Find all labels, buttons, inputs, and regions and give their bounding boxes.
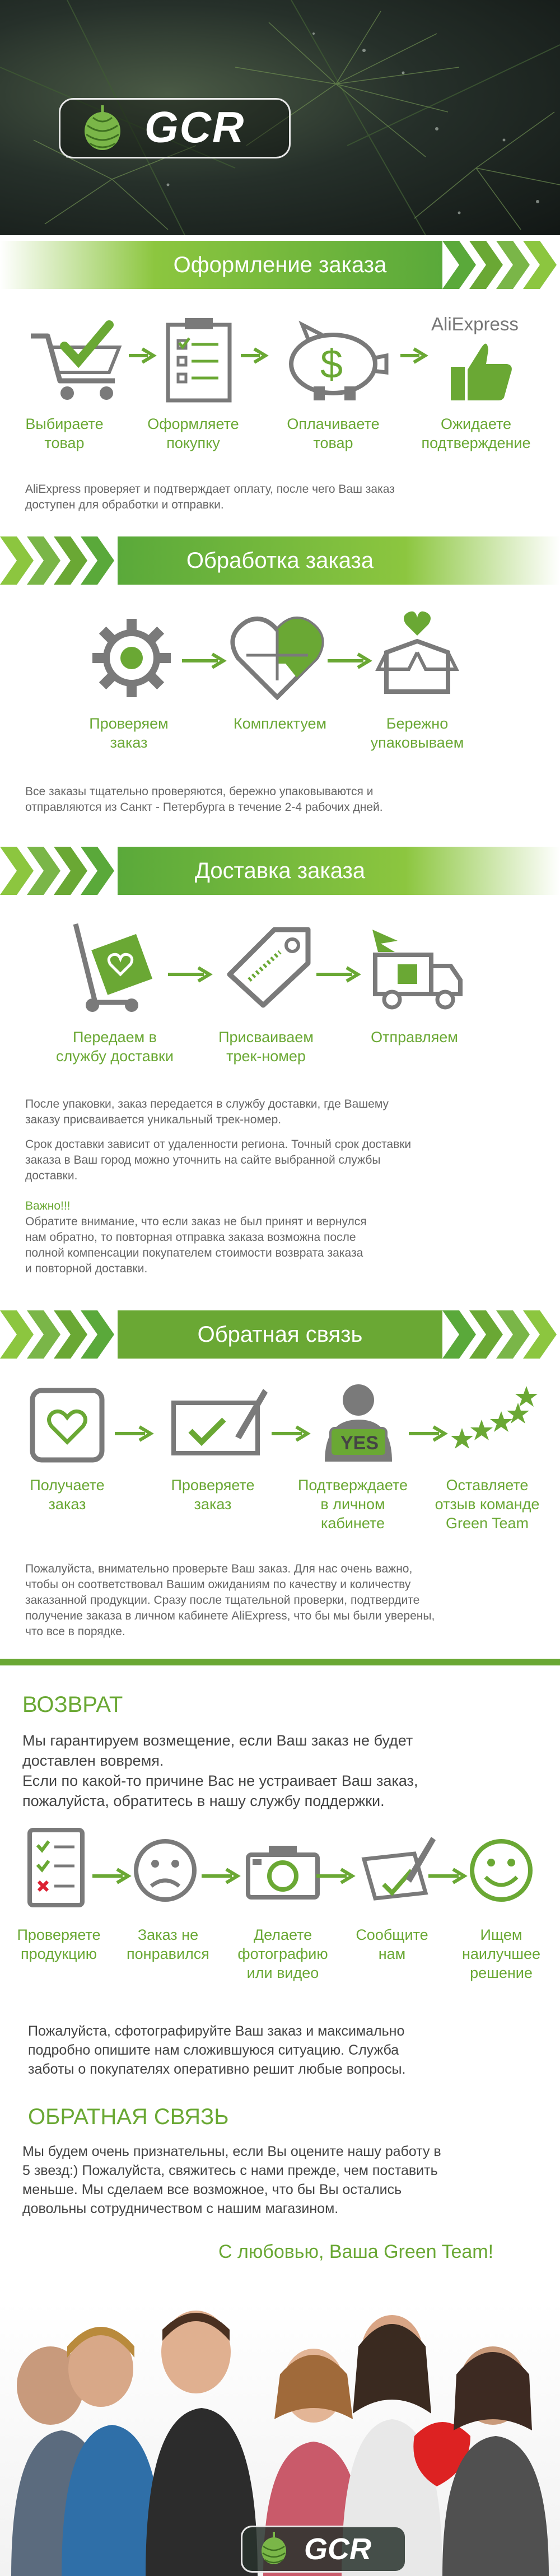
step-find-solution: Ищем наилучшее решение — [461, 1926, 541, 1981]
arrow-right-icon — [92, 1868, 132, 1884]
step-check-order: Проверяем заказ — [89, 715, 169, 751]
arrow-right-icon — [168, 966, 213, 983]
delivery-truck-icon — [364, 924, 465, 1014]
feedback-description: Мы будем очень признательны, если Вы оцените нашу работу в 5 звезд:) Пожалуйста, свяжитесь с нами прежде, чем поставить меньше. Мы сделаем все возможное, что бы Вы остались довольны сотрудничеством с нашим магазином. — [22, 2144, 441, 2216]
step-order-disliked: Заказ не понравился — [127, 1926, 209, 1962]
s2-description: Все заказы тщательно проверяются, бережно упаковываются и отправляются из Санкт - Петербурга в течение 2-4 рабочих дней. — [25, 785, 383, 814]
section-title: Доставка заказа — [194, 858, 366, 883]
signing-document-icon — [168, 1380, 269, 1464]
arrow-right-icon — [409, 1425, 448, 1442]
step-pay-product: Оплачиваете товар — [287, 416, 380, 451]
checklist-icon — [25, 1826, 87, 1910]
arrow-right-icon — [316, 1868, 356, 1884]
divider-line — [0, 1659, 560, 1665]
step-take-photo: Делаете фотографию или видео — [237, 1926, 328, 1981]
step-confirm-cabinet: Подтверждаете в личном кабинете — [297, 1477, 408, 1532]
thumbs-up-icon — [448, 339, 515, 403]
svg-text:$: $ — [320, 342, 343, 387]
puzzle-heart-icon — [230, 613, 325, 700]
signature-text: С любовью, Ваша Green Team! — [218, 2241, 494, 2262]
arrow-right-icon — [182, 652, 227, 669]
team-photo — [0, 2302, 560, 2576]
section-title: Обратная связь — [197, 1322, 363, 1347]
pinecone-icon — [256, 2531, 292, 2566]
yes-label: YES — [340, 1432, 379, 1454]
section-banner-order — [0, 241, 560, 289]
returns-description-2: Пожалуйста, сфотографируйте Ваш заказ и максимально подробно опишите нам сложившуюся ситуацию. Служба заботы о покупателях оперативно решит любые вопросы. — [28, 2023, 406, 2077]
arrow-right-icon — [129, 347, 157, 364]
s3-description-3: Обратите внимание, что если заказ не был принят и вернулся нам обратно, то повторная отправка заказа возможна после полной компенсации покупателем стоимости возврата заказа и повторной доставки. — [25, 1215, 367, 1275]
hand-truck-parcel-icon — [64, 918, 160, 1014]
writing-note-icon — [353, 1831, 437, 1904]
step-pack-carefully: Бережно упаковываем — [370, 715, 464, 751]
stars-rating-icon — [448, 1378, 543, 1456]
step-choose-product: Выбираете товар — [25, 416, 104, 451]
user-yes-icon — [314, 1380, 403, 1464]
step-check-product: Проверяете продукцию — [17, 1926, 101, 1962]
step-place-order: Оформляете покупку — [147, 416, 239, 451]
footer-logo — [241, 2526, 407, 2573]
hero-banner — [0, 0, 560, 235]
aliexpress-label: AliExpress — [431, 314, 519, 334]
shopping-cart-icon — [25, 319, 126, 403]
checklist-clipboard-icon — [162, 314, 235, 403]
step-await-confirmation: Ожидаете подтверждение — [421, 416, 531, 451]
section-title: Оформление заказа — [173, 253, 387, 277]
s1-description: AliExpress проверяет и подтверждает оплату, после чего Ваш заказ доступен для обработки и отправки. — [25, 483, 395, 511]
heart-card-icon — [28, 1386, 106, 1464]
section-banner-feedback — [0, 1310, 560, 1359]
section-banner-delivery — [0, 847, 560, 895]
step-handover-delivery: Передаем в службу доставки — [56, 1029, 174, 1065]
section-banner-processing — [0, 536, 560, 585]
arrow-right-icon — [241, 347, 269, 364]
step-ship: Отправляем — [371, 1029, 458, 1046]
logo — [59, 98, 291, 158]
gear-icon — [90, 616, 174, 700]
s4-description: Пожалуйста, внимательно проверьте Ваш заказ. Для нас очень важно, чтобы он соответствовал Вашим ожиданиям по качеству и количеству заказанной продукции. Сразу после тщательной проверки, подтвердите получение заказа в личном кабинете AliExpress, что бы мы были уверены, что все в порядке. — [25, 1562, 435, 1638]
arrow-right-icon — [400, 347, 428, 364]
step-check-received: Проверяете заказ — [171, 1477, 255, 1513]
tag-icon — [218, 924, 314, 1008]
returns-description: Мы гарантируем возмещение, если Ваш заказ не будет доставлен вовремя. Если по какой-то причине Вас не устраивает Ваш заказ, пожалуйста, обратитесь в нашу службу поддержки. — [22, 1732, 418, 1809]
piggy-bank-icon — [280, 319, 392, 403]
section-title: Обработка заказа — [186, 548, 374, 573]
sad-face-icon — [132, 1837, 199, 1904]
returns-heading: ВОЗВРАТ — [22, 1692, 123, 1717]
arrow-right-icon — [316, 966, 361, 983]
arrow-right-icon — [202, 1868, 241, 1884]
logo-text: GCR — [144, 102, 245, 152]
camera-icon — [244, 1842, 322, 1901]
step-leave-review: Оставляете отзыв команде Green Team — [435, 1477, 540, 1532]
smile-face-icon — [468, 1837, 535, 1904]
important-label: Важно!!! — [25, 1200, 71, 1212]
arrow-right-icon — [115, 1425, 154, 1442]
arrow-right-icon — [328, 652, 372, 669]
step-inform-us: Сообщите нам — [356, 1926, 428, 1962]
box-with-heart-icon — [375, 608, 459, 703]
feedback-heading: ОБРАТНАЯ СВЯЗЬ — [28, 2104, 229, 2129]
pinecone-icon — [77, 104, 128, 152]
step-receive-order: Получаете заказ — [30, 1477, 105, 1513]
s3-description-1: После упаковки, заказ передается в службу доставки, где Вашему заказу присваивается уникальный трек-номер. — [25, 1098, 389, 1126]
arrow-right-icon — [428, 1868, 468, 1884]
step-assign-track: Присваиваем трек-номер — [218, 1029, 314, 1065]
step-assemble: Комплектуем — [233, 715, 327, 732]
s3-description-2: Срок доставки зависит от удаленности региона. Точный срок доставки заказа в Ваш город можно уточнить на сайте выбранной службы доставки. — [25, 1138, 412, 1182]
arrow-right-icon — [272, 1425, 311, 1442]
footer-logo-text: GCR — [304, 2532, 371, 2566]
